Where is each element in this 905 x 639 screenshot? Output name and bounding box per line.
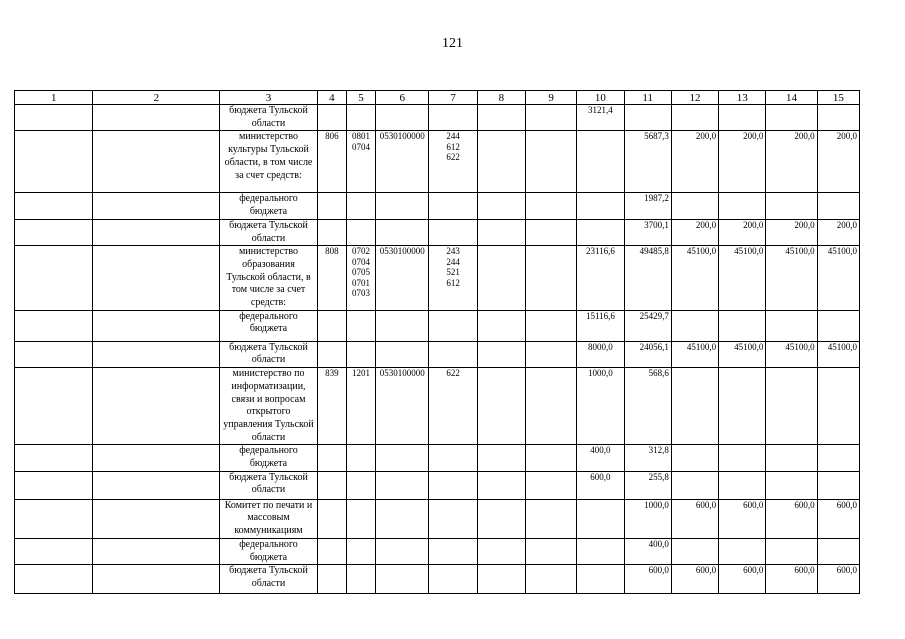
- cell-col11: [624, 105, 671, 131]
- cell-name: бюджета Тульской области: [220, 341, 318, 367]
- table-row: [15, 310, 860, 341]
- cell-col2: [93, 105, 220, 131]
- cell-col14: 45100,0: [766, 246, 817, 311]
- cell-col8: [477, 131, 525, 193]
- cell-col14: 600,0: [766, 499, 817, 538]
- cell-col15: 45100,0: [817, 246, 859, 311]
- column-header-10: 10: [577, 91, 624, 105]
- cell-col13: [719, 471, 766, 499]
- cell-col9: [525, 471, 576, 499]
- cell-col7: [429, 193, 477, 219]
- cell-col4: 839: [317, 368, 346, 445]
- cell-col9: [525, 368, 576, 445]
- cell-col6: [376, 499, 429, 538]
- section-code: 0704: [352, 141, 371, 152]
- cell-col7: [429, 246, 477, 311]
- expense-code: 622: [446, 152, 460, 163]
- cell-col15: 600,0: [817, 499, 859, 538]
- cell-col2: [93, 131, 220, 193]
- cell-col14: [766, 471, 817, 499]
- cell-name: федерального бюджета: [220, 538, 318, 564]
- cell-col4: [317, 193, 346, 219]
- cell-col1: [15, 368, 93, 445]
- cell-col7: [429, 565, 477, 594]
- cell-col2: [93, 445, 220, 471]
- table-row: [15, 471, 860, 499]
- column-header-15: 15: [817, 91, 859, 105]
- cell-col9: [525, 246, 576, 311]
- table-row: [15, 105, 860, 131]
- cell-col8: [477, 105, 525, 131]
- table-row: [15, 565, 860, 594]
- column-header-2: 2: [93, 91, 220, 105]
- cell-col9: [525, 565, 576, 594]
- cell-col13: [719, 193, 766, 219]
- cell-col9: [525, 219, 576, 245]
- cell-col13: 45100,0: [719, 341, 766, 367]
- cell-col1: [15, 105, 93, 131]
- cell-col15: 200,0: [817, 131, 859, 193]
- column-header-12: 12: [671, 91, 718, 105]
- table-body: [15, 91, 860, 594]
- cell-col9: [525, 131, 576, 193]
- cell-col4: 808: [317, 246, 346, 311]
- table-row: [15, 499, 860, 538]
- cell-name: бюджета Тульской области: [220, 565, 318, 594]
- cell-col13: [719, 105, 766, 131]
- cell-col2: [93, 471, 220, 499]
- cell-col11: 5687,3: [624, 131, 671, 193]
- cell-col1: [15, 310, 93, 341]
- cell-col7: [429, 131, 477, 193]
- table-row: [15, 341, 860, 367]
- cell-col5: [346, 341, 375, 367]
- cell-col15: [817, 471, 859, 499]
- cell-col7: [429, 445, 477, 471]
- column-header-13: 13: [719, 91, 766, 105]
- table-row: [15, 368, 860, 445]
- cell-col4: [317, 565, 346, 594]
- section-code: 0705: [352, 267, 371, 278]
- expense-code: 622: [446, 368, 460, 379]
- cell-col12: [671, 193, 718, 219]
- cell-col1: [15, 131, 93, 193]
- cell-col1: [15, 193, 93, 219]
- cell-col4: [317, 341, 346, 367]
- cell-col2: [93, 193, 220, 219]
- cell-col7: [429, 368, 477, 445]
- cell-col14: [766, 538, 817, 564]
- cell-col8: [477, 445, 525, 471]
- cell-col1: [15, 445, 93, 471]
- cell-col10: 400,0: [577, 445, 624, 471]
- cell-col4: [317, 445, 346, 471]
- cell-col6: 0530100000: [376, 246, 429, 311]
- cell-name: министерство образования Тульской области, в том числе за счет средств:: [220, 246, 318, 311]
- cell-col8: [477, 565, 525, 594]
- cell-col13: [719, 368, 766, 445]
- cell-col13: 600,0: [719, 565, 766, 594]
- cell-col4: [317, 471, 346, 499]
- cell-col14: [766, 193, 817, 219]
- cell-col15: [817, 538, 859, 564]
- cell-col5: [346, 538, 375, 564]
- cell-col10: [577, 538, 624, 564]
- cell-name: бюджета Тульской области: [220, 471, 318, 499]
- cell-col6: [376, 445, 429, 471]
- section-code: 0702: [352, 246, 371, 257]
- table-row: [15, 538, 860, 564]
- cell-col8: [477, 219, 525, 245]
- cell-col7: [429, 219, 477, 245]
- cell-col10: [577, 565, 624, 594]
- cell-col14: 45100,0: [766, 341, 817, 367]
- cell-col9: [525, 193, 576, 219]
- cell-col12: [671, 368, 718, 445]
- cell-col8: [477, 193, 525, 219]
- cell-col5: [346, 310, 375, 341]
- cell-col8: [477, 368, 525, 445]
- cell-col1: [15, 341, 93, 367]
- cell-col5: [346, 131, 375, 193]
- cell-col14: [766, 310, 817, 341]
- cell-col14: 200,0: [766, 131, 817, 193]
- cell-col12: 600,0: [671, 565, 718, 594]
- cell-col14: 200,0: [766, 219, 817, 245]
- cell-col10: [577, 219, 624, 245]
- cell-col12: [671, 105, 718, 131]
- cell-name: федерального бюджета: [220, 310, 318, 341]
- cell-col1: [15, 499, 93, 538]
- cell-col4: [317, 105, 346, 131]
- cell-col7: [429, 538, 477, 564]
- cell-name: федерального бюджета: [220, 193, 318, 219]
- column-header-6: 6: [376, 91, 429, 105]
- cell-col8: [477, 499, 525, 538]
- cell-col4: [317, 310, 346, 341]
- expense-code: 243: [446, 246, 460, 257]
- cell-name: бюджета Тульской области: [220, 219, 318, 245]
- cell-col11: 25429,7: [624, 310, 671, 341]
- cell-col6: [376, 538, 429, 564]
- cell-col7: [429, 499, 477, 538]
- cell-col2: [93, 499, 220, 538]
- section-code: 0703: [352, 288, 371, 299]
- cell-col15: 45100,0: [817, 341, 859, 367]
- cell-col6: 0530100000: [376, 368, 429, 445]
- cell-col7: [429, 105, 477, 131]
- cell-col6: [376, 219, 429, 245]
- cell-col5: [346, 499, 375, 538]
- cell-col10: 8000,0: [577, 341, 624, 367]
- cell-col10: [577, 499, 624, 538]
- cell-col8: [477, 471, 525, 499]
- cell-col13: 600,0: [719, 499, 766, 538]
- cell-col12: [671, 445, 718, 471]
- cell-col13: [719, 310, 766, 341]
- cell-col6: [376, 471, 429, 499]
- section-code: 0801: [352, 131, 371, 142]
- cell-col5: [346, 193, 375, 219]
- cell-col6: [376, 565, 429, 594]
- cell-name: федерального бюджета: [220, 445, 318, 471]
- cell-col6: [376, 193, 429, 219]
- cell-col2: [93, 565, 220, 594]
- cell-col12: 200,0: [671, 219, 718, 245]
- cell-col12: [671, 310, 718, 341]
- column-header-3: 3: [220, 91, 318, 105]
- expense-code: 244: [446, 131, 460, 142]
- budget-table: [14, 90, 860, 594]
- cell-col8: [477, 341, 525, 367]
- table-row: [15, 193, 860, 219]
- expense-code: 244: [446, 256, 460, 267]
- column-header-5: 5: [346, 91, 375, 105]
- cell-col1: [15, 565, 93, 594]
- cell-col12: 600,0: [671, 499, 718, 538]
- cell-col12: 200,0: [671, 131, 718, 193]
- column-header-8: 8: [477, 91, 525, 105]
- cell-col12: 45100,0: [671, 246, 718, 311]
- table-row: [15, 131, 860, 193]
- cell-col5: [346, 565, 375, 594]
- cell-col5: [346, 105, 375, 131]
- cell-col9: [525, 499, 576, 538]
- cell-col10: [577, 131, 624, 193]
- cell-col12: [671, 538, 718, 564]
- cell-col11: 255,8: [624, 471, 671, 499]
- cell-col2: [93, 246, 220, 311]
- section-code: 0701: [352, 277, 371, 288]
- cell-col5: [346, 368, 375, 445]
- cell-col15: [817, 445, 859, 471]
- cell-col4: [317, 499, 346, 538]
- expense-code: 612: [446, 277, 460, 288]
- cell-col15: [817, 310, 859, 341]
- cell-col15: 600,0: [817, 565, 859, 594]
- table-header-row: [15, 91, 860, 105]
- cell-col11: 568,6: [624, 368, 671, 445]
- cell-col12: 45100,0: [671, 341, 718, 367]
- cell-name: министерство по информатизации, связи и вопросам открытого управления Тульской области: [220, 368, 318, 445]
- cell-col8: [477, 310, 525, 341]
- cell-col2: [93, 538, 220, 564]
- table-row: [15, 246, 860, 311]
- column-header-1: 1: [15, 91, 93, 105]
- cell-col7: [429, 341, 477, 367]
- cell-col11: 1987,2: [624, 193, 671, 219]
- cell-col4: [317, 538, 346, 564]
- cell-col2: [93, 219, 220, 245]
- cell-col10: 23116,6: [577, 246, 624, 311]
- cell-col2: [93, 341, 220, 367]
- cell-col10: 3121,4: [577, 105, 624, 131]
- cell-col6: [376, 310, 429, 341]
- cell-col13: 45100,0: [719, 246, 766, 311]
- cell-col6: 0530100000: [376, 131, 429, 193]
- cell-col9: [525, 105, 576, 131]
- cell-col12: [671, 471, 718, 499]
- cell-col4: [317, 219, 346, 245]
- cell-col15: [817, 105, 859, 131]
- cell-col15: [817, 368, 859, 445]
- column-header-4: 4: [317, 91, 346, 105]
- cell-col10: [577, 193, 624, 219]
- cell-col15: [817, 193, 859, 219]
- cell-col9: [525, 341, 576, 367]
- cell-col9: [525, 310, 576, 341]
- cell-col11: 600,0: [624, 565, 671, 594]
- cell-col13: [719, 538, 766, 564]
- cell-col10: 600,0: [577, 471, 624, 499]
- cell-col5: [346, 246, 375, 311]
- cell-col10: 15116,6: [577, 310, 624, 341]
- cell-col10: 1000,0: [577, 368, 624, 445]
- column-header-9: 9: [525, 91, 576, 105]
- cell-col1: [15, 471, 93, 499]
- cell-col11: 312,8: [624, 445, 671, 471]
- section-code: 0704: [352, 256, 371, 267]
- column-header-7: 7: [429, 91, 477, 105]
- section-code: 1201: [352, 368, 371, 379]
- cell-col11: 49485,8: [624, 246, 671, 311]
- cell-col11: 24056,1: [624, 341, 671, 367]
- table-row: [15, 219, 860, 245]
- cell-col15: 200,0: [817, 219, 859, 245]
- column-header-14: 14: [766, 91, 817, 105]
- cell-col13: 200,0: [719, 219, 766, 245]
- cell-col1: [15, 538, 93, 564]
- cell-col11: 400,0: [624, 538, 671, 564]
- cell-col7: [429, 471, 477, 499]
- cell-col13: 200,0: [719, 131, 766, 193]
- cell-col5: [346, 471, 375, 499]
- expense-code: 612: [446, 141, 460, 152]
- expense-code: 521: [446, 267, 460, 278]
- cell-col1: [15, 219, 93, 245]
- cell-col14: [766, 368, 817, 445]
- cell-col9: [525, 538, 576, 564]
- cell-col13: [719, 445, 766, 471]
- cell-name: министерство культуры Тульской области, в том числе за счет средств:: [220, 131, 318, 193]
- column-header-11: 11: [624, 91, 671, 105]
- cell-col9: [525, 445, 576, 471]
- cell-col14: [766, 445, 817, 471]
- cell-col8: [477, 538, 525, 564]
- cell-col5: [346, 219, 375, 245]
- cell-col6: [376, 341, 429, 367]
- cell-col7: [429, 310, 477, 341]
- cell-name: Комитет по печати и массовым коммуникациям: [220, 499, 318, 538]
- cell-col11: 1000,0: [624, 499, 671, 538]
- cell-col14: [766, 105, 817, 131]
- cell-col4: 806: [317, 131, 346, 193]
- cell-col11: 3700,1: [624, 219, 671, 245]
- cell-col5: [346, 445, 375, 471]
- cell-name: бюджета Тульской области: [220, 105, 318, 131]
- cell-col2: [93, 310, 220, 341]
- table-row: [15, 445, 860, 471]
- page-number: 121: [442, 36, 463, 51]
- cell-col2: [93, 368, 220, 445]
- cell-col8: [477, 246, 525, 311]
- cell-col14: 600,0: [766, 565, 817, 594]
- cell-col1: [15, 246, 93, 311]
- cell-col6: [376, 105, 429, 131]
